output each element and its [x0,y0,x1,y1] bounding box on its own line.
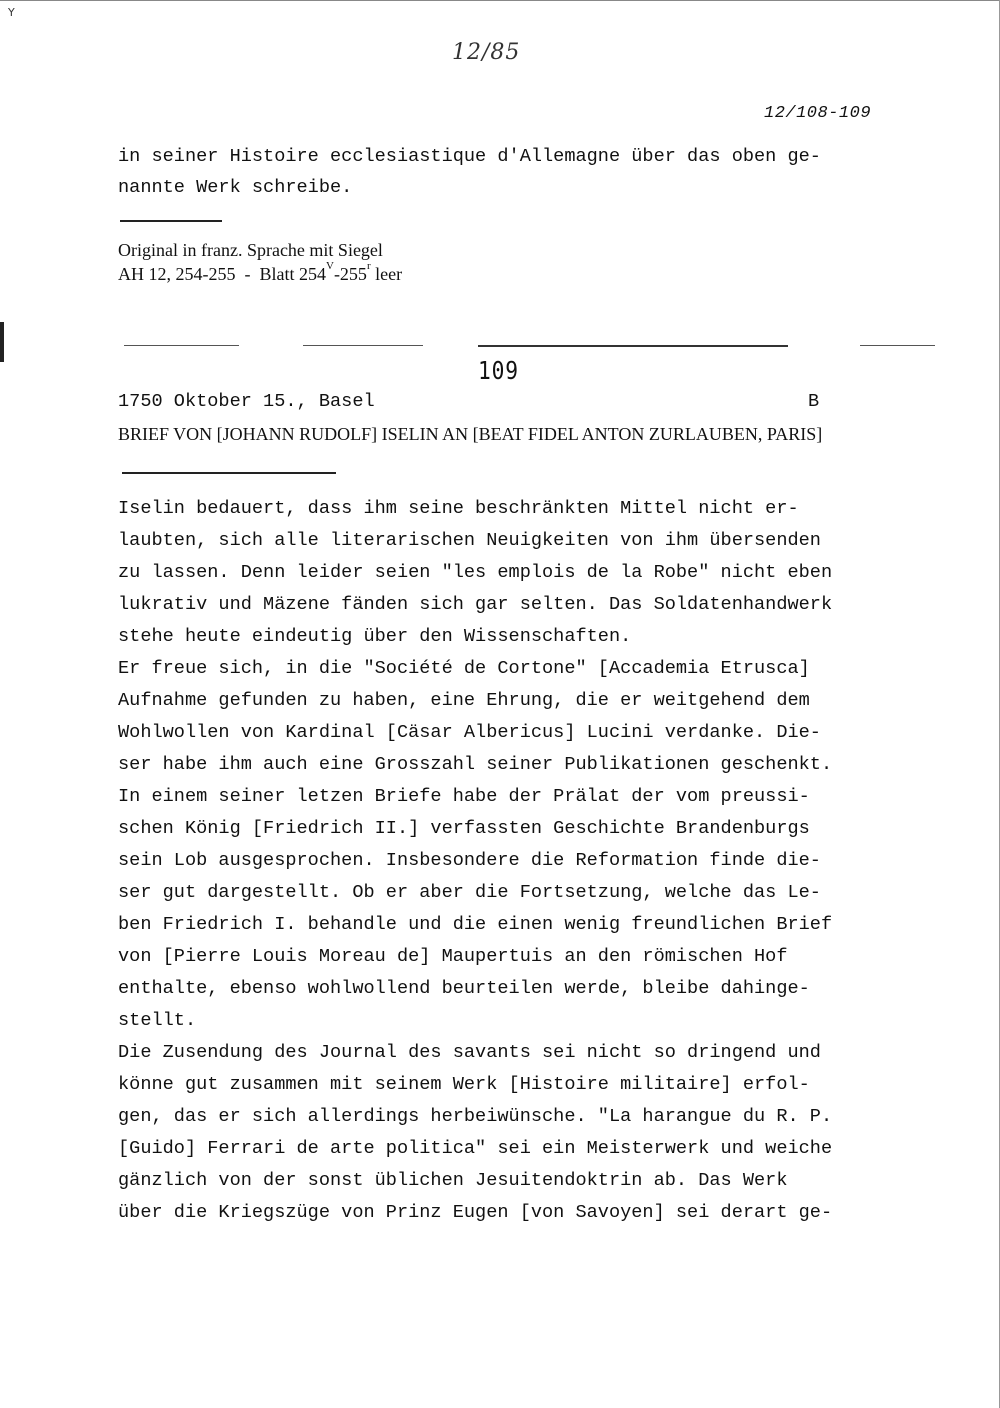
source-note-line-1: Original in franz. Sprache mit Siegel [118,240,383,260]
source-note-line-2 [118,260,403,285]
note-mid: -255 [333,264,367,284]
body-line: stehe heute eindeutig über den Wissenschaften. [118,626,632,647]
note-sup-recto: r [366,260,371,272]
body-line: [Guido] Ferrari de arte politica" sei ein Meisterwerk und weiche [118,1138,833,1159]
body-line: lukrativ und Mäzene fänden sich gar selten. Das Soldatenhandwerk [118,594,833,615]
body-line: Er freue sich, in die "Société de Cortone" [Accademia Etrusca] [118,658,810,679]
body-line: könne gut zusammen mit seinem Werk [Histoire militaire] erfol- [118,1074,810,1095]
entry-number: 109 [478,356,519,385]
body-line: In einem seiner letzen Briefe habe der Prälat der vom preussi- [118,786,810,807]
document-reference: 12/108-109 [764,104,872,123]
corner-mark: Y [8,6,15,19]
previous-entry-line: nannte Werk schreibe. [118,177,353,198]
note-suffix: leer [370,264,403,284]
body-line: Wohlwollen von Kardinal [Cäsar Albericus] Lucini verdanke. Die- [118,722,821,743]
body-line: enthalte, ebenso wohlwollend beurteilen werde, bleibe dahinge- [118,978,810,999]
body-line: Die Zusendung des Journal des savants sei nicht so dringend und [118,1042,821,1063]
entry-date-place: 1750 Oktober 15., Basel [118,391,375,412]
body-line: Aufnahme gefunden zu haben, eine Ehrung, die er weitgehend dem [118,690,810,711]
body-line: ben Friedrich I. behandle und die einen wenig freundlichen Brief [118,914,833,935]
body-line: ser habe ihm auch eine Grosszahl seiner Publikationen geschenkt. [118,754,833,775]
body-line: schen König [Friedrich II.] verfassten Geschichte Brandenburgs [118,818,810,839]
body-line: sein Lob ausgesprochen. Insbesondere die Reformation finde die- [118,850,821,871]
body-line: stellt. [118,1010,197,1031]
entry-divider-seg-3 [478,345,788,347]
note-sup-verso: V [325,260,334,272]
scan-edge-mark [0,322,4,362]
body-line: gen, das er sich allerdings herbeiwünsche. "La harangue du R. P. [118,1106,833,1127]
entry-divider-seg-4 [860,345,935,346]
body-line: gänzlich von der sonst üblichen Jesuitendoktrin ab. Das Werk [118,1170,788,1191]
handwritten-page-number: 12/85 [452,40,521,65]
body-line: Iselin bedauert, dass ihm seine beschränkten Mittel nicht er- [118,498,799,519]
body-line: von [Pierre Louis Moreau de] Maupertuis an den römischen Hof [118,946,788,967]
previous-entry-line: in seiner Histoire ecclesiastique d'Allemagne über das oben ge- [118,146,821,167]
body-line: über die Kriegszüge von Prinz Eugen [von Savoyen] sei derart ge- [118,1202,833,1223]
entry-title: BRIEF VON [JOHANN RUDOLF] ISELIN AN [BEAT FIDEL ANTON ZURLAUBEN, PARIS] [118,424,823,444]
title-underline-rule [122,472,336,474]
body-line: zu lassen. Denn leider seien "les emplois de la Robe" nicht eben [118,562,833,583]
note-prefix: AH 12, 254-255 - Blatt 254 [118,264,326,284]
entry-type-marker: B [808,391,820,412]
body-line: ser gut dargestellt. Ob er aber die Fortsetzung, welche das Le- [118,882,821,903]
body-line: laubten, sich alle literarischen Neuigkeiten von ihm übersenden [118,530,821,551]
page-top-border [0,0,1000,1]
footnote-rule [120,220,222,222]
entry-divider-seg-2 [303,345,423,346]
entry-divider-seg-1 [124,345,239,346]
